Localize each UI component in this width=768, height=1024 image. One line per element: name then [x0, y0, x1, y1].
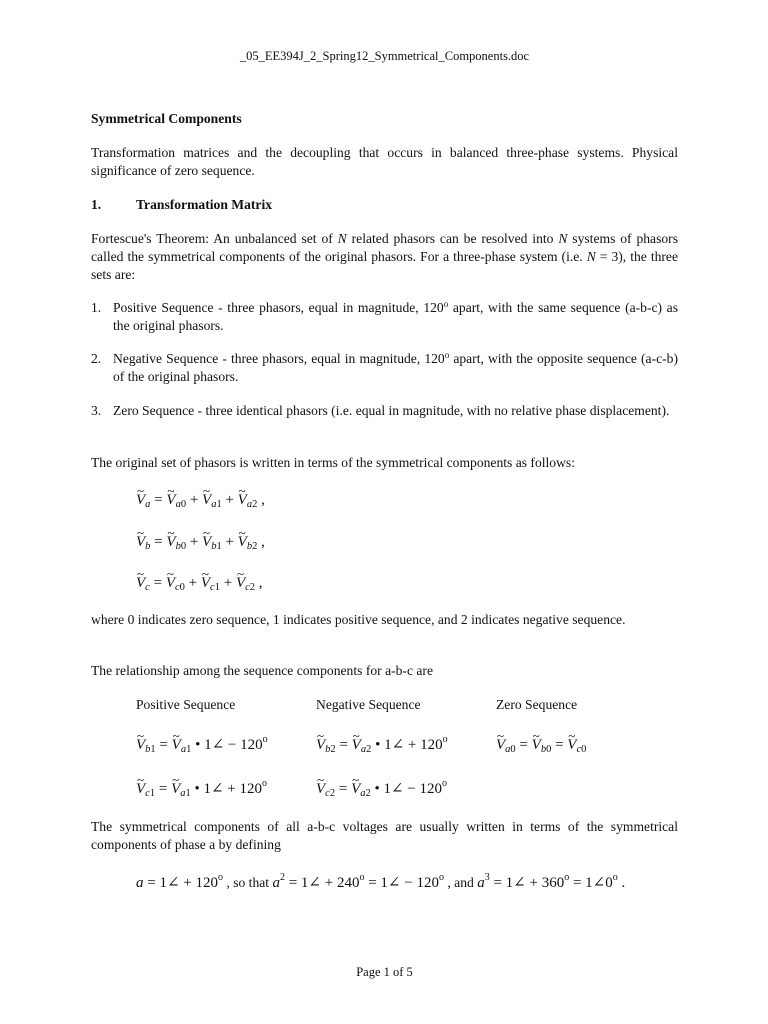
equation-vb: ~ $V_b$ = ~ $V_{b0}$ + ~ $V_{b1}$ + ~ $V_{b2}$ ,: [136, 533, 265, 551]
fortescue-paragraph: Fortescue's Theorem: An unbalanced set of N related phasors can be resolved into N systems of phasors called the symmetrical components of the original phasors. For a three-phase system (i.e. N = 3), the three sets are:: [91, 231, 678, 282]
original-set-paragraph: The original set of phasors is written in terms of the symmetrical components as follows:: [91, 455, 575, 470]
equation-va: ~ $V_a$ = ~ $V_{a0}$ + ~ $V_{a1}$ + ~ $V_{a2}$ ,: [136, 491, 265, 509]
column-heading-positive: Positive Sequence: [136, 697, 236, 712]
list-item: 2. Negative Sequence - three phasors, equal in magnitude, 120$^o$ apart, with the opposite sequence (a-c-b) of the original phasors.: [91, 350, 678, 384]
page-header-filename: _05_EE394J_2_Spring12_Symmetrical_Components.doc: [239, 49, 530, 63]
equation-va0: ~ $V_{a0}$ = ~ $V_{b0}$ = ~ $V_{c0}$: [496, 736, 586, 754]
symmetrical-paragraph: The symmetrical components of all a-b-c voltages are usually written in terms of the symmetrical components of phase a by defining: [91, 819, 678, 852]
list-item: 1. Positive Sequence - three phasors, equal in magnitude, 120$^o$ apart, with the same sequence (a-b-c) as the original phasors.: [91, 299, 679, 333]
section-number: 1.: [91, 197, 102, 212]
page-footer-number: Page 1 of 5: [356, 965, 413, 979]
column-heading-zero: Zero Sequence: [496, 697, 578, 712]
section-title: Transformation Matrix: [136, 197, 273, 212]
equation-vc1: ~ $V_{c1}$ = ~ $V_{a1}$ • 1∠ + $120^o$: [136, 780, 267, 798]
equation-vb2: ~ $V_{b2}$ = ~ $V_{a2}$ • 1∠ + $120^o$: [316, 736, 448, 754]
equation-vc2: ~ $V_{c2}$ = ~ $V_{a2}$ • 1∠ − $120^o$: [316, 780, 447, 798]
column-heading-negative: Negative Sequence: [316, 697, 421, 712]
list-item: 3. Zero Sequence - three identical phasors (i.e. equal in magnitude, with no relative phase displacement).: [91, 403, 670, 418]
relationship-paragraph: The relationship among the sequence components for a-b-c are: [91, 663, 433, 678]
intro-paragraph: Transformation matrices and the decoupling that occurs in balanced three-phase systems. Physical significance of zero sequence.: [91, 145, 678, 178]
equation-a-definition: a = 1∠ + $120^o$ , so that $a^2$ = 1∠ + $240^o$ = 1∠ − $120^o$ , and $a^3$ = 1∠ + $360^o$ = $1\angle 0^o$ .: [136, 872, 626, 891]
equation-vc: ~ $V_c$ = ~ $V_{c0}$ + ~ $V_{c1}$ + ~ $V_{c2}$ ,: [136, 574, 263, 592]
where-paragraph: where 0 indicates zero sequence, 1 indicates positive sequence, and 2 indicates negative sequence.: [91, 612, 626, 627]
equation-vb1: ~ $V_{b1}$ = ~ $V_{a1}$ • 1∠ − $120^o$: [136, 736, 268, 754]
document-page: [91, 0, 678, 1024]
section-heading: [91, 196, 678, 214]
document-title: Symmetrical Components: [91, 111, 242, 126]
